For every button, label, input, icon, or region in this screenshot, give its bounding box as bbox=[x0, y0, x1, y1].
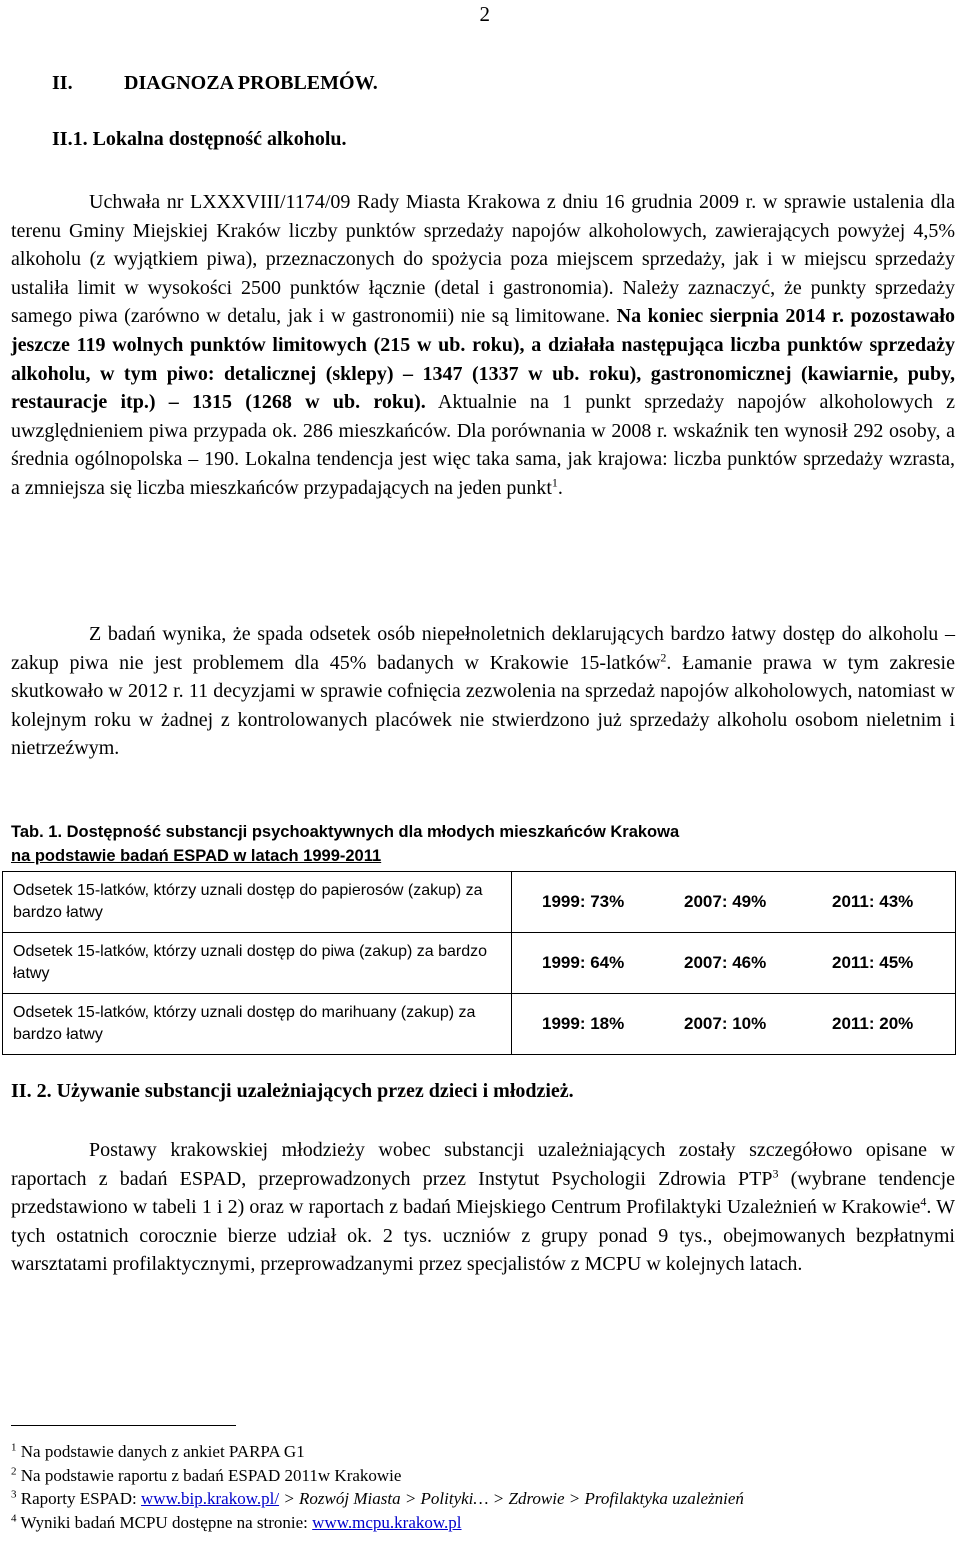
paragraph-text: . W tych ostatnich corocznie bierze udział ok. 2 tys. uczniów z grupy ponad 9 tys., obejmowanych bezpłatnymi warsztatami profilaktycznymi, przeprowadzanymi przez specjalistów z MCPU w kolejnych latach. bbox=[11, 1196, 956, 1276]
footnote-text: Na podstawie danych z ankiet PARPA G1 bbox=[16, 1442, 305, 1461]
subsection-heading-2: II. 2. Używanie substancji uzależniających przez dzieci i młodzież. bbox=[11, 1080, 574, 1102]
table-row-label: Odsetek 15-latków, którzy uznali dostęp do marihuany (zakup) za bardzo łatwy bbox=[3, 994, 512, 1055]
value-1999: 1999: 64% bbox=[542, 953, 625, 972]
paragraph-text: Uchwała nr LXXXVIII/1174/09 Rady Miasta Krakowa z dniu 16 grudnia 2009 r. w sprawie ustalenia dla terenu Gminy Miejskiej Kraków liczby punktów sprzedaży napojów alkoholowych, zawierających powyżej 4,5% alkoholu (z wyjątkiem piwa), przeznaczonych do spożycia poza miejscem sprzedaży, jak i w miejscu sprzedaży ustaliła limit w wysokości 2500 punktów łącznie (detal i gastronomia). Należy zaznaczyć, że punkty sprzedaży samego piwa (zarówno w detalu, jak i w gastronomii) nie są limitowane. bbox=[11, 191, 955, 328]
footnote-ref: 3 bbox=[772, 1165, 779, 1180]
footnote-ref: 4 bbox=[920, 1194, 927, 1209]
footnote-text: Raporty ESPAD: bbox=[16, 1489, 142, 1509]
footnote-number: 3 bbox=[11, 1488, 17, 1501]
paragraph-text: . Łamanie prawa w tym zakresie skutkowało w 2012 r. 11 decyzjami w sprawie cofnięcia zezwolenia na sprzedaż napojów alkoholowych, natomiast w kolejnym roku w żadnej z kontrolowanych placówek nie stwierdzono już sprzedaży alkoholu osobom nieletnim i nietrzeźwym. bbox=[11, 651, 955, 760]
table-row-values bbox=[512, 994, 956, 1055]
table-row-label: Odsetek 15-latków, którzy uznali dostęp do piwa (zakup) za bardzo łatwy bbox=[3, 933, 512, 994]
value-2011: 2011: 45% bbox=[832, 953, 914, 972]
table-caption-line: Tab. 1. Dostępność substancji psychoaktywnych dla młodych mieszkańców Krakowa bbox=[11, 823, 680, 841]
table-row-values bbox=[512, 933, 956, 994]
section-title: DIAGNOZA PROBLEMÓW. bbox=[124, 72, 378, 94]
value-1999: 1999: 73% bbox=[542, 892, 625, 911]
footnote-number: 2 bbox=[11, 1464, 17, 1477]
table-row-label: Odsetek 15-latków, którzy uznali dostęp do papierosów (zakup) za bardzo łatwy bbox=[3, 872, 512, 933]
value-1999: 1999: 18% bbox=[542, 1014, 625, 1033]
bip-link[interactable]: www.bip.krakow.pl/ bbox=[141, 1489, 280, 1509]
table-caption bbox=[11, 820, 955, 868]
subsection-heading: II.1. Lokalna dostępność alkoholu. bbox=[52, 128, 347, 150]
table-row bbox=[3, 933, 956, 994]
section-heading bbox=[52, 72, 378, 95]
paragraph-espad-reports bbox=[11, 1136, 955, 1279]
value-2011: 2011: 43% bbox=[832, 892, 914, 911]
footnote-number: 4 bbox=[11, 1512, 17, 1525]
paragraph-text: Postawy krakowskiej młodzieży wobec substancji uzależniających zostały szczegółowo opisane w raportach z badań ESPAD, przeprowadzonych przez Instytut Psychologii Zdrowia PTP bbox=[11, 1139, 955, 1190]
value-2011: 2011: 20% bbox=[832, 1014, 914, 1033]
page-number: 2 bbox=[479, 2, 490, 26]
footnote-ref: 2 bbox=[660, 649, 667, 664]
footnote-text: Na podstawie raportu z badań ESPAD 2011w Krakowie bbox=[16, 1465, 402, 1485]
footnote-text: Wyniki badań MCPU dostępne na stronie: bbox=[16, 1512, 313, 1532]
paragraph-text: . bbox=[557, 476, 563, 499]
table-row bbox=[3, 994, 956, 1055]
footnotes bbox=[11, 1440, 744, 1534]
value-2007: 2007: 49% bbox=[684, 892, 767, 911]
footnote-divider bbox=[11, 1425, 236, 1426]
table-row-values bbox=[512, 872, 956, 933]
paragraph-text: Aktualnie na 1 punkt sprzedaży napojów alkoholowych z uwzględnieniem piwa przypada ok. 286 mieszkańców. Dla porównania w 2008 r. wskaźnik ten wynosił 292 osoby, a średnia ogólnopolska – 190. Lokalna tendencja jest więc taka sama, jak krajowa: liczba punktów sprzedaży wzrasta, a zmniejsza się liczba mieszkańców przypadających na jeden punkt bbox=[11, 391, 955, 499]
section-number: II. bbox=[52, 72, 73, 94]
paragraph-text: Z badań wynika, że spada odsetek osób niepełnoletnich deklarujących bardzo łatwy dostęp do alkoholu – zakup piwa nie jest problemem dla 45% badanych w Krakowie 15-latków bbox=[11, 623, 955, 674]
footnote-number: 1 bbox=[11, 1441, 17, 1454]
paragraph-alcohol-availability bbox=[11, 188, 955, 503]
footnote-3 bbox=[11, 1487, 744, 1511]
value-2007: 2007: 46% bbox=[684, 953, 767, 972]
value-2007: 2007: 10% bbox=[684, 1014, 767, 1033]
paragraph-text: (wybrane tendencje przedstawiono w tabeli 1 i 2) oraz w raportach z badań Miejskiego Centrum Profilaktyki Uzależnień w Krakowie bbox=[11, 1167, 955, 1219]
paragraph-bold-text: Na koniec sierpnia 2014 r. pozostawało jeszcze 119 wolnych punktów limitowych (215 w ub. roku), a działała następująca liczba punktów sprzedaży alkoholu, w tym piwo: detalicznej (sklepy) – 1347 (1337 w ub. roku), gastronomicznej (kawiarnie, puby, restauracje itp.) – 1315 (1268 w ub. roku). bbox=[11, 305, 955, 414]
table-caption-line: na podstawie badań ESPAD w latach 1999-2011 bbox=[11, 847, 382, 865]
footnote-1 bbox=[11, 1440, 744, 1464]
espad-table bbox=[2, 871, 956, 1055]
table-row bbox=[3, 872, 956, 933]
mcpu-link[interactable]: www.mcpu.krakow.pl bbox=[312, 1512, 462, 1532]
paragraph-minors-access bbox=[11, 620, 955, 763]
footnote-ref: 1 bbox=[551, 475, 558, 490]
footnote-path: > Rozwój Miasta > Polityki… > Zdrowie > Profilaktyka uzależnień bbox=[279, 1489, 744, 1509]
footnote-4 bbox=[11, 1511, 744, 1535]
footnote-2 bbox=[11, 1464, 744, 1488]
